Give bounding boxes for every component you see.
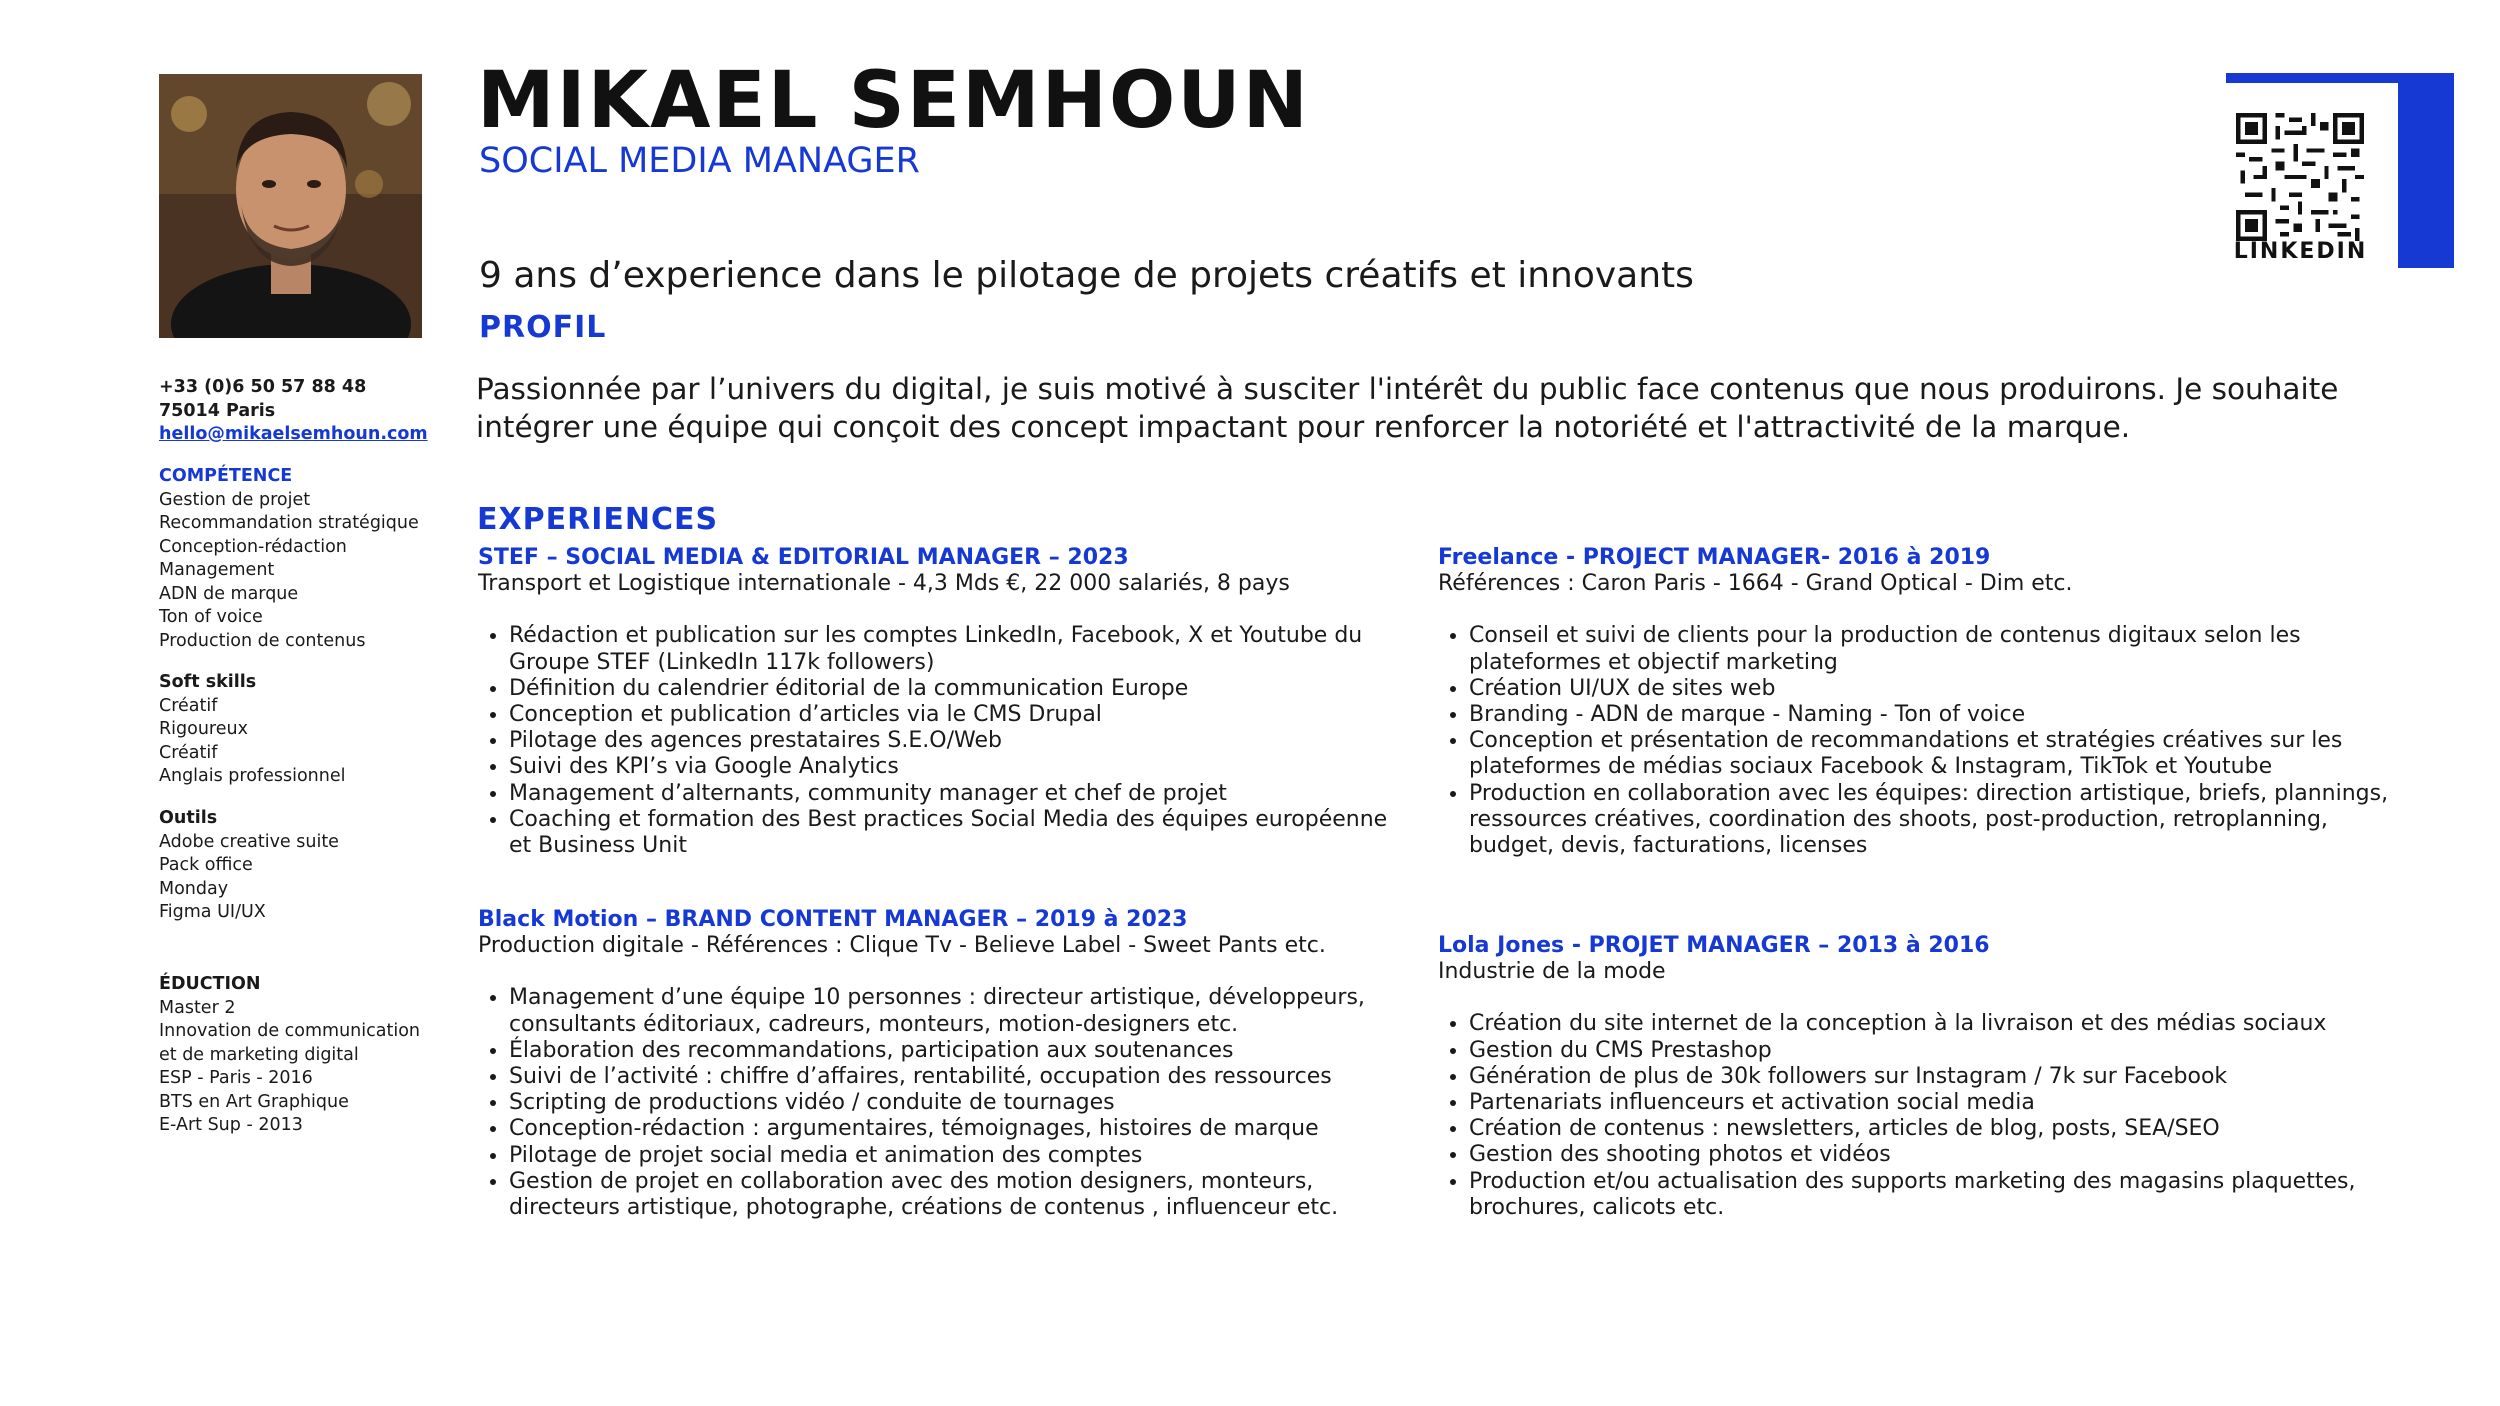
job-bullet: • Production en collaboration avec les équipes: direction artistique, briefs, plannings, ressources créatives, coordination des shoots, post-production, retroplanning, budget, devis, facturations, licenses — [1469, 781, 2398, 860]
soft-skills-heading: Soft skills — [159, 672, 257, 692]
job-bullet: • Conception et présentation de recommandations et stratégies créatives sur les plateformes de médias sociaux Facebook & Instagram, TikTok et Youtube — [1469, 728, 2398, 780]
competence-item: Conception-rédaction — [159, 536, 347, 557]
job-bullet: • Gestion de projet en collaboration avec des motion designers, monteurs, directeurs artistique, photographe, créations de contenus , influenceur etc. — [509, 1169, 1418, 1221]
job-bullet: • Création UI/UX de sites web — [1469, 676, 2398, 702]
contact-phone: +33 (0)6 50 57 88 48 — [159, 377, 367, 397]
competence-item: Recommandation stratégique — [159, 513, 419, 533]
job-subtitle-stef: Transport et Logistique internationale - 4,3 Mds €, 22 000 salariés, 8 pays — [478, 571, 1290, 597]
tools-section — [159, 807, 459, 925]
profile-heading: PROFIL — [479, 310, 607, 345]
job-title: SOCIAL MEDIA MANAGER — [479, 141, 920, 181]
job-subtitle-lola-jones: Industrie de la mode — [1438, 959, 1666, 985]
education-item: et de marketing digital — [159, 1044, 359, 1065]
tool-item: Pack office — [159, 855, 253, 875]
soft-skill-item: Créatif — [159, 742, 218, 763]
competence-item: ADN de marque — [159, 583, 299, 604]
job-bullet: • Génération de plus de 30k followers sur Instagram / 7k sur Facebook — [1469, 1064, 2398, 1090]
job-bullet: • Création de contenus : newsletters, articles de blog, posts, SEA/SEO — [1469, 1116, 2398, 1142]
job-bullet: • Gestion du CMS Prestashop — [1469, 1038, 2398, 1064]
job-bullet: • Gestion des shooting photos et vidéos — [1469, 1142, 2398, 1168]
competence-section — [159, 465, 459, 653]
education-item: E-Art Sup - 2013 — [159, 1115, 303, 1135]
job-bullet: • Création du site internet de la conception à la livraison et des médias sociaux — [1469, 1011, 2398, 1037]
job-bullet: • Conseil et suivi de clients pour la production de contenus digitaux selon les plateformes et objectif marketing — [1469, 623, 2398, 675]
tool-item: Figma UI/UX — [159, 902, 266, 922]
education-item: ESP - Paris - 2016 — [159, 1068, 313, 1088]
experience-lola-jones — [1438, 933, 2398, 1221]
soft-skills-section — [159, 671, 459, 789]
job-bullets-lola-jones — [1438, 1011, 2398, 1221]
education-item: BTS en Art Graphique — [159, 1091, 349, 1112]
education-item: Master 2 — [159, 997, 236, 1018]
job-title-freelance: Freelance - PROJECT MANAGER- 2016 à 2019 — [1438, 545, 1991, 570]
competence-item: Gestion de projet — [159, 489, 311, 510]
job-subtitle-freelance: Références : Caron Paris - 1664 - Grand Optical - Dim etc. — [1438, 571, 2073, 597]
job-bullet: • Coaching et formation des Best practices Social Media des équipes européenne et Business Unit — [509, 807, 1408, 859]
tools-heading: Outils — [159, 808, 218, 828]
job-bullet: • Management d’alternants, community manager et chef de projet — [509, 781, 1408, 807]
job-bullet: • Élaboration des recommandations, participation aux soutenances — [509, 1038, 1418, 1064]
job-title-stef: STEF – SOCIAL MEDIA & EDITORIAL MANAGER – 2023 — [478, 545, 1129, 570]
headline: 9 ans d’experience dans le pilotage de projets créatifs et innovants — [479, 255, 1694, 296]
experience-black-motion — [478, 907, 1418, 1221]
job-title-black-motion: Black Motion – BRAND CONTENT MANAGER – 2019 à 2023 — [478, 907, 1188, 932]
education-item: Innovation de communication — [159, 1021, 420, 1041]
profile-photo — [159, 74, 422, 338]
job-bullet: • Suivi des KPI’s via Google Analytics — [509, 754, 1408, 780]
portrait-illustration — [159, 74, 422, 338]
job-bullet: • Partenariats influenceurs et activation social media — [1469, 1090, 2398, 1116]
job-bullet: • Conception-rédaction : argumentaires, témoignages, histoires de marque — [509, 1116, 1418, 1142]
job-bullet: • Pilotage de projet social media et animation des comptes — [509, 1143, 1418, 1169]
job-bullet: • Définition du calendrier éditorial de la communication Europe — [509, 676, 1408, 702]
qr-code-icon — [2236, 113, 2364, 241]
job-bullet: • Pilotage des agences prestataires S.E.O/Web — [509, 728, 1408, 754]
competence-heading: COMPÉTENCE — [159, 466, 293, 486]
tool-item: Monday — [159, 878, 229, 899]
experience-stef — [478, 545, 1408, 859]
job-bullet: • Suivi de l’activité : chiffre d’affaires, rentabilité, occupation des ressources — [509, 1064, 1418, 1090]
soft-skill-item: Anglais professionnel — [159, 766, 346, 786]
contact-city: 75014 Paris — [159, 400, 276, 421]
job-bullets-black-motion — [478, 985, 1418, 1221]
linkedin-qr-code[interactable] — [2236, 113, 2364, 241]
soft-skill-item: Créatif — [159, 695, 218, 716]
experiences-heading: EXPERIENCES — [477, 502, 719, 537]
experience-freelance — [1438, 545, 2398, 859]
job-bullet: • Scripting de productions vidéo / conduite de tournages — [509, 1090, 1418, 1116]
job-subtitle-black-motion: Production digitale - Références : Clique Tv - Believe Label - Sweet Pants etc. — [478, 933, 1326, 959]
job-bullets-freelance — [1438, 623, 2398, 859]
tool-item: Adobe creative suite — [159, 831, 339, 852]
competence-item: Production de contenus — [159, 630, 366, 651]
profile-text: Passionnée par l’univers du digital, je suis motivé à susciter l'intérêt du public face contenus que nous produirons. Je souhaite intégrer une équipe qui conçoit des concept impactant pour renforcer la notoriété et l'attractivité de la marque. — [476, 372, 2339, 444]
contact-block — [159, 376, 459, 447]
competence-item: Management — [159, 560, 275, 580]
job-bullet: • Branding - ADN de marque - Naming - Ton of voice — [1469, 702, 2398, 728]
job-bullet: • Conception et publication d’articles via le CMS Drupal — [509, 702, 1408, 728]
job-title-lola-jones: Lola Jones - PROJET MANAGER – 2013 à 2016 — [1438, 933, 1990, 958]
competence-item: Ton of voice — [159, 607, 263, 627]
candidate-name: MIKAEL SEMHOUN — [477, 56, 1310, 146]
education-heading: ÉDUCTION — [159, 974, 261, 994]
qr-label: LINKEDIN — [2233, 239, 2368, 264]
job-bullet: • Rédaction et publication sur les comptes LinkedIn, Facebook, X et Youtube du Groupe STEF (LinkedIn 117k followers) — [509, 623, 1408, 675]
education-section — [159, 973, 459, 1138]
job-bullet: • Production et/ou actualisation des supports marketing des magasins plaquettes, brochures, calicots etc. — [1469, 1169, 2398, 1221]
job-bullets-stef — [478, 623, 1408, 859]
qr-frame-side-bar — [2398, 73, 2454, 268]
job-bullet: • Management d’une équipe 10 personnes : directeur artistique, développeurs, consultants éditoriaux, cadreurs, monteurs, motion-designers etc. — [509, 985, 1418, 1037]
soft-skill-item: Rigoureux — [159, 719, 248, 739]
contact-email-link[interactable]: hello@mikaelsemhoun.com — [159, 424, 428, 444]
